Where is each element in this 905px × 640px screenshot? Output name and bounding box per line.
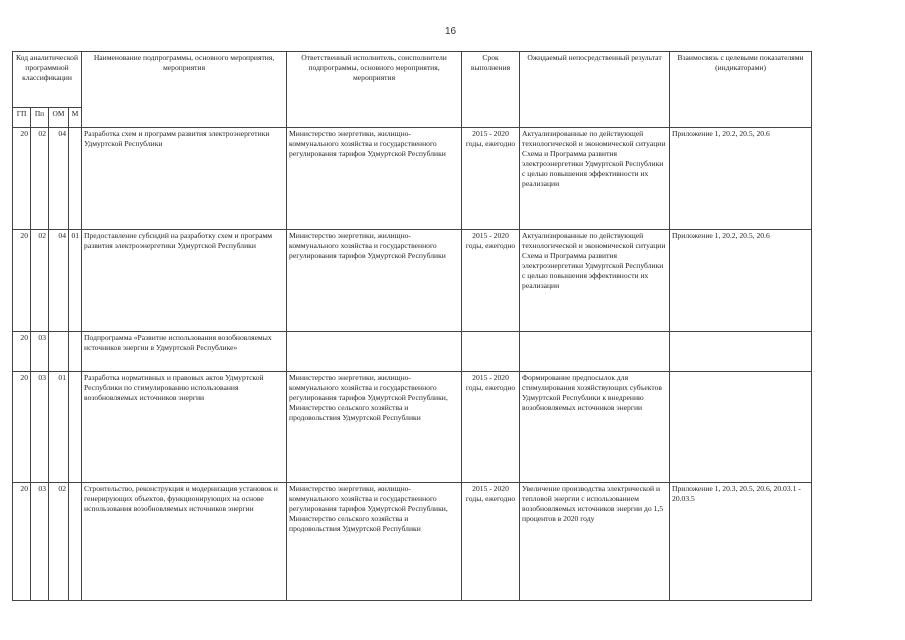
cell-m	[69, 332, 82, 372]
cell-om: 01	[49, 372, 69, 483]
table-row	[13, 483, 812, 601]
cell-executor: Министерство энергетики, жилищно-коммунального хозяйства и государственного регулирования тарифов Удмуртской Республики, Министерство сельского хозяйства и продовольствия Удмуртской Республики	[287, 372, 462, 483]
cell-relation: Приложение 1, 20.2, 20.5, 20.6	[670, 230, 812, 332]
cell-name: Строительство, реконструкция и модернизация установок и генерирующих объектов, функционирующих на основе использования возобновляемых источников энергии	[82, 483, 287, 601]
cell-m: 01	[69, 230, 82, 332]
cell-name: Разработка схем и программ развития электроэнергетики Удмуртской Республики	[82, 128, 287, 230]
cell-result: Формирование предпосылок для стимулирования хозяйствующих субъектов Удмуртской Республики к внедрению возобновляемых источников энергии	[520, 372, 670, 483]
cell-result	[520, 332, 670, 372]
cell-m	[69, 372, 82, 483]
cell-result: Актуализированные по действующей технологической и экономической ситуации Схема и Программа развития электроэнергетики Удмуртской Республики с целью повышения эффективности их реализации	[520, 128, 670, 230]
cell-relation	[670, 372, 812, 483]
header-pp: Пп	[31, 108, 49, 128]
page-number: 16	[445, 26, 457, 37]
cell-relation	[670, 332, 812, 372]
cell-pp: 03	[31, 483, 49, 601]
table-row	[13, 372, 812, 483]
cell-gp: 20	[13, 230, 31, 332]
cell-term	[462, 332, 520, 372]
cell-om: 04	[49, 230, 69, 332]
cell-term: 2015 - 2020 годы, ежегодно	[462, 372, 520, 483]
header-code-classification: Код аналитической программной классификации	[13, 52, 82, 108]
cell-term: 2015 - 2020 годы, ежегодно	[462, 128, 520, 230]
header-om: ОМ	[49, 108, 69, 128]
header-gp: ГП	[13, 108, 31, 128]
cell-om	[49, 332, 69, 372]
table-row	[13, 332, 812, 372]
cell-name: Предоставление субсидий на разработку схем и программ развития электроэнергетики Удмуртской Республики	[82, 230, 287, 332]
cell-executor: Министерство энергетики, жилищно-коммунального хозяйства и государственного регулирования тарифов Удмуртской Республики	[287, 230, 462, 332]
cell-om: 04	[49, 128, 69, 230]
cell-pp: 02	[31, 128, 49, 230]
table-row	[13, 230, 812, 332]
cell-relation: Приложение 1, 20.2, 20.5, 20.6	[670, 128, 812, 230]
cell-result: Увеличение производства электрической и тепловой энергии с использованием возобновляемых источников энергии до 1,5 процентов в 2020 году	[520, 483, 670, 601]
cell-gp: 20	[13, 332, 31, 372]
cell-pp: 02	[31, 230, 49, 332]
cell-executor: Министерство энергетики, жилищно-коммунального хозяйства и государственного регулирования тарифов Удмуртской Республики, Министерство сельского хозяйства и продовольствия Удмуртской Республики	[287, 483, 462, 601]
cell-gp: 20	[13, 372, 31, 483]
cell-pp: 03	[31, 332, 49, 372]
cell-executor: Министерство энергетики, жилищно-коммунального хозяйства и государственного регулирования тарифов Удмуртской Республики	[287, 128, 462, 230]
cell-m	[69, 483, 82, 601]
cell-result: Актуализированные по действующей технологической и экономической ситуации Схема и Программа развития электроэнергетики Удмуртской Республики с целью повышения эффективности их реализации	[520, 230, 670, 332]
cell-pp: 03	[31, 372, 49, 483]
cell-name: Разработка нормативных и правовых актов Удмуртской Республики по стимулированию использования возобновляемых источников энергии	[82, 372, 287, 483]
cell-name: Подпрограмма «Развитие использования возобновляемых источников энергии в Удмуртской Республике»	[82, 332, 287, 372]
cell-gp: 20	[13, 128, 31, 230]
cell-om: 02	[49, 483, 69, 601]
cell-executor	[287, 332, 462, 372]
program-table	[12, 51, 812, 601]
cell-term: 2015 - 2020 годы, ежегодно	[462, 483, 520, 601]
header-m: М	[69, 108, 82, 128]
header-executor: Ответственный исполнитель, соисполнители подпрограммы, основного мероприятия, мероприятия	[287, 52, 462, 128]
header-result: Ожидаемый непосредственный результат	[520, 52, 670, 128]
cell-gp: 20	[13, 483, 31, 601]
header-term: Срок выполнения	[462, 52, 520, 128]
cell-m	[69, 128, 82, 230]
header-relation: Взаимосвязь с целевыми показателями (индикаторами)	[670, 52, 812, 128]
header-name: Наименование подпрограммы, основного мероприятия, мероприятия	[82, 52, 287, 128]
cell-relation: Приложение 1, 20.3, 20.5, 20.6, 20.03.1 - 20.03.5	[670, 483, 812, 601]
cell-term: 2015 - 2020 годы, ежегодно	[462, 230, 520, 332]
table-header-row	[13, 52, 812, 108]
table-row	[13, 128, 812, 230]
